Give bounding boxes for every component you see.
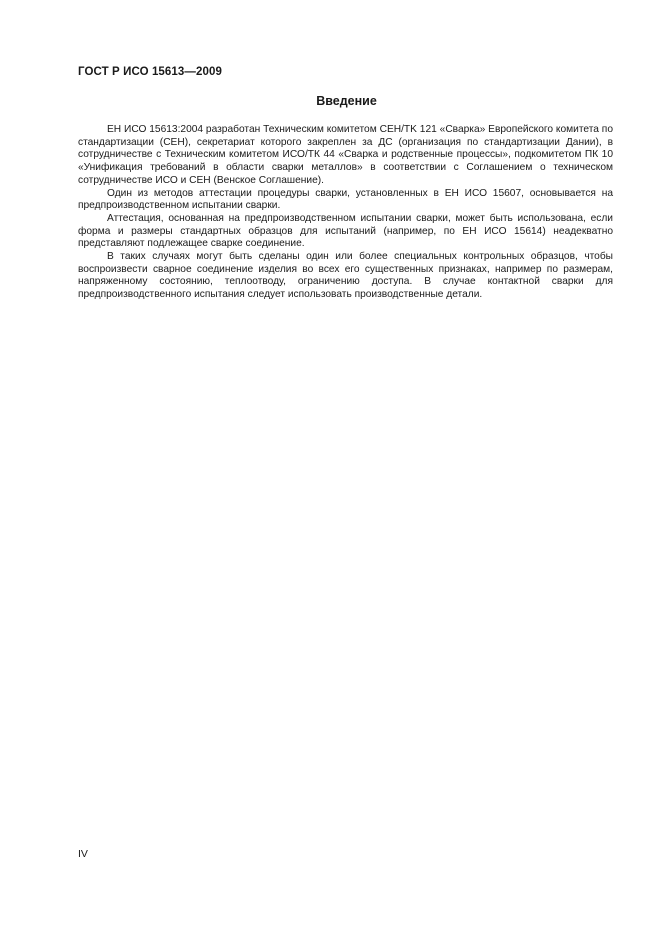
page-number: IV bbox=[78, 848, 88, 860]
paragraph: Один из методов аттестации процедуры сварки, установленных в ЕН ИСО 15607, основывается на предпроизводственном испытании сварки. bbox=[78, 187, 613, 212]
document-header: ГОСТ Р ИСО 15613—2009 bbox=[78, 66, 223, 78]
paragraph: В таких случаях могут быть сделаны один или более специальных контрольных образцов, чтобы воспроизвести сварное соединение изделия во всех его существенных признаках, например по размерам, напряженному состоянию, теплоотводу, ограничению доступа. В случае контактной сварки для предпроизводственного испытания следует использовать производственные детали. bbox=[78, 251, 613, 301]
paragraph: Аттестация, основанная на предпроизводственном испытании сварки, может быть использована, если форма и размеры стандартных образцов для испытаний (например, по ЕН ИСО 15614) неадекватно представляют подлежащее сварке соединение. bbox=[78, 212, 613, 250]
paragraph: ЕН ИСО 15613:2004 разработан Техническим комитетом CEH/TK 121 «Сварка» Европейского комитета по стандартизации (CEH), секретариат которого закреплен за ДС (организация по стандартизации Дании), в сотрудничестве с Техническим комитетом ИСО/ТК 44 «Сварка и родственные процессы», подкомитетом ПК 10 «Унификация требований в области сварки металлов» в соответствии с Соглашением о техническом сотрудничестве ИСО и CEH (Венское Соглашение). bbox=[78, 124, 613, 186]
document-body bbox=[78, 124, 613, 302]
section-title: Введение bbox=[316, 94, 377, 108]
